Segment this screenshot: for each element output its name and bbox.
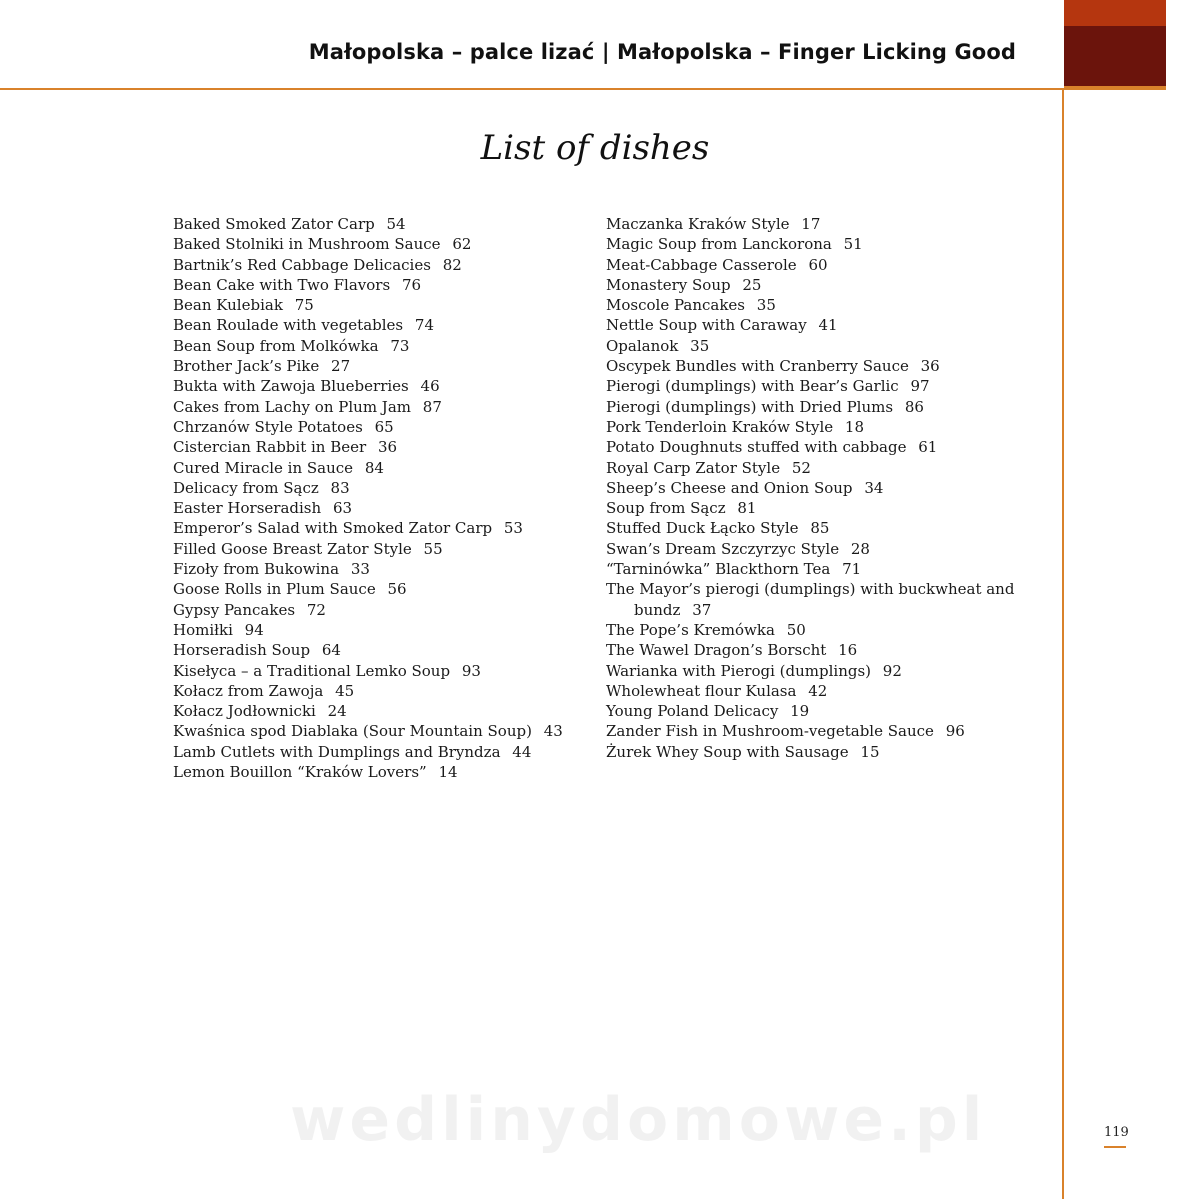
chapter-tab-accent (1064, 0, 1166, 26)
dish-entry (173, 579, 573, 599)
dish-name: Baked Stolniki in Mushroom Sauce (173, 235, 441, 254)
dish-entry (173, 295, 573, 315)
dish-page-number: 24 (327, 702, 347, 721)
dish-name: Fizoły from Bukowina (173, 560, 340, 579)
dish-page-number: 64 (321, 641, 341, 660)
dish-entry (606, 681, 1006, 701)
dish-name: Magic Soup from Lanckorona (606, 235, 832, 254)
dish-name: Nettle Soup with Caraway (606, 316, 807, 335)
dish-entry (173, 661, 573, 681)
running-header: Małopolska – palce lizać | Małopolska – Finger Licking Good (308, 40, 1016, 64)
dish-name: Opalanok (606, 336, 679, 355)
dish-page-number: 53 (503, 519, 523, 538)
dish-page-number: 87 (422, 397, 442, 416)
dish-name: Bukta with Zawoja Blueberries (173, 377, 409, 396)
dish-name: Potato Doughnuts stuffed with cabbage (606, 438, 907, 457)
dish-name: Cured Miracle in Sauce (173, 458, 354, 477)
dish-name: Sheep’s Cheese and Onion Soup (606, 478, 853, 497)
dish-entry (606, 661, 1006, 681)
dish-page-number: 85 (810, 519, 830, 538)
dish-entry (173, 701, 573, 721)
dish-entry (606, 234, 1006, 254)
dish-page-number: 83 (330, 478, 350, 497)
dish-entry (606, 742, 1006, 762)
dish-page-number: 65 (374, 417, 394, 436)
dish-entry (606, 539, 1006, 559)
page-number: 119 (1104, 1125, 1129, 1140)
dish-name: Lemon Bouillon “Kraków Lovers” (173, 763, 427, 782)
dish-page-number: 92 (882, 661, 902, 680)
dish-page-number: 37 (692, 600, 712, 619)
dish-entry (606, 336, 1006, 356)
dish-page-number: 73 (390, 336, 410, 355)
chapter-tab (1064, 26, 1166, 88)
header-rule (0, 88, 1064, 90)
dish-entry (606, 397, 1006, 417)
dish-name: Monastery Soup (606, 275, 731, 294)
dish-page-number: 45 (335, 681, 355, 700)
dish-page-number: 14 (438, 763, 458, 782)
dish-name: Oscypek Bundles with Cranberry Sauce (606, 357, 909, 376)
dish-entry (606, 356, 1006, 376)
dish-page-number: 19 (790, 702, 810, 721)
dish-page-number: 18 (844, 417, 864, 436)
dish-page-number: 86 (904, 397, 924, 416)
dish-name: Bean Soup from Molkówka (173, 336, 379, 355)
dish-page-number: 60 (808, 255, 828, 274)
dish-name: Young Poland Delicacy (606, 702, 779, 721)
dish-page-number: 34 (864, 478, 884, 497)
dish-entry (606, 255, 1006, 275)
dish-name: Maczanka Kraków Style (606, 215, 790, 233)
dish-page-number: 94 (244, 620, 264, 639)
dish-name: Kołacz Jodłownicki (173, 702, 316, 721)
dish-page-number: 33 (350, 560, 370, 579)
dish-name: Horseradish Soup (173, 641, 311, 660)
dish-name: Bean Kulebiak (173, 296, 283, 315)
dish-page-number: 41 (818, 316, 838, 335)
dish-name: Soup from Sącz (606, 499, 726, 518)
dish-entry (173, 437, 573, 457)
dish-entry (606, 417, 1006, 437)
dish-name: Bartnik’s Red Cabbage Delicacies (173, 255, 431, 274)
dish-entry (173, 539, 573, 559)
dish-entry (606, 640, 1006, 660)
dish-list-left (173, 214, 573, 782)
dish-entry (606, 518, 1006, 538)
dish-page-number: 82 (442, 255, 462, 274)
dish-entry (606, 295, 1006, 315)
watermark: wedlinydomowe.pl (290, 1085, 987, 1155)
dish-entry (173, 376, 573, 396)
dish-entry (173, 275, 573, 295)
dish-entry (606, 478, 1006, 498)
dish-name: The Mayor’s pierogi (dumplings) with buckwheat and bundz (606, 580, 1015, 619)
dish-page-number: 36 (920, 357, 940, 376)
dish-name: Pierogi (dumplings) with Bear’s Garlic (606, 377, 899, 396)
dish-name: Żurek Whey Soup with Sausage (606, 742, 849, 761)
dish-page-number: 62 (452, 235, 472, 254)
dish-name: Kisełyca – a Traditional Lemko Soup (173, 661, 451, 680)
dish-entry (606, 721, 1006, 741)
page-number-rule (1104, 1146, 1126, 1148)
dish-entry (606, 579, 1024, 620)
dish-page-number: 97 (910, 377, 930, 396)
dish-entry (606, 701, 1006, 721)
dish-list-right (606, 214, 1015, 762)
dish-name: Zander Fish in Mushroom-vegetable Sauce (606, 722, 934, 741)
dish-name: Delicacy from Sącz (173, 478, 319, 497)
page-title: List of dishes (480, 128, 710, 168)
dish-entry (173, 498, 573, 518)
dish-name: Baked Smoked Zator Carp (173, 215, 375, 233)
dish-page-number: 74 (414, 316, 434, 335)
dish-name: Meat-Cabbage Casserole (606, 255, 797, 274)
dish-page-number: 63 (332, 499, 353, 518)
dish-name: Brother Jack’s Pike (173, 357, 320, 376)
dish-entry (173, 600, 573, 620)
dish-name: The Pope’s Kremówka (606, 620, 775, 639)
dish-entry (173, 255, 573, 275)
dish-page-number: 96 (945, 722, 965, 741)
dish-page-number: 71 (842, 560, 862, 579)
dish-name: Swan’s Dream Szczyrzyc Style (606, 539, 840, 558)
dish-page-number: 75 (294, 296, 314, 315)
dish-name: Goose Rolls in Plum Sauce (173, 580, 376, 599)
dish-entry (606, 559, 1006, 579)
dish-page-number: 42 (808, 681, 828, 700)
dish-page-number: 56 (387, 580, 407, 599)
dish-name: Bean Cake with Two Flavors (173, 275, 391, 294)
dish-page-number: 72 (306, 600, 326, 619)
dish-page-number: 36 (377, 438, 398, 457)
dish-page-number: 28 (850, 539, 870, 558)
dish-page-number: 93 (461, 661, 481, 680)
dish-entry (173, 681, 573, 701)
dish-name: Pierogi (dumplings) with Dried Plums (606, 397, 894, 416)
dish-page-number: 61 (918, 438, 938, 457)
dish-entry (173, 214, 573, 234)
dish-name: Emperor’s Salad with Smoked Zator Carp (173, 519, 493, 538)
dish-page-number: 44 (512, 742, 532, 761)
dish-name: Bean Roulade with vegetables (173, 316, 404, 335)
dish-name: Royal Carp Zator Style (606, 458, 781, 477)
dish-page-number: 15 (860, 742, 880, 761)
dish-name: Lamb Cutlets with Dumplings and Bryndza (173, 742, 501, 761)
dish-page-number: 81 (737, 499, 757, 518)
dish-name: Kwaśnica spod Diablaka (Sour Mountain Soup) (173, 722, 532, 741)
dish-entry (173, 478, 573, 498)
dish-name: Filled Goose Breast Zator Style (173, 539, 412, 558)
dish-entry (173, 315, 573, 335)
dish-page-number: 25 (742, 275, 762, 294)
dish-entry (173, 640, 573, 660)
dish-entry (173, 417, 573, 437)
dish-page-number: 16 (838, 641, 858, 660)
dish-name: Cakes from Lachy on Plum Jam (173, 397, 411, 416)
dish-name: Kołacz from Zawoja (173, 681, 324, 700)
dish-entry (173, 234, 573, 254)
dish-page-number: 17 (801, 215, 821, 233)
dish-entry (606, 620, 1006, 640)
dish-name: Stuffed Duck Łącko Style (606, 519, 799, 538)
dish-entry (606, 498, 1006, 518)
dish-entry (173, 458, 573, 478)
dish-name: Moscole Pancakes (606, 296, 745, 315)
dish-page-number: 84 (364, 458, 384, 477)
dish-page-number: 35 (756, 296, 776, 315)
dish-page-number: 43 (543, 722, 563, 741)
dish-entry (606, 458, 1006, 478)
dish-name: Chrzanów Style Potatoes (173, 417, 363, 436)
dish-entry (606, 376, 1006, 396)
dish-page-number: 55 (423, 539, 443, 558)
dish-entry (606, 437, 1006, 457)
dish-name: Homiłki (173, 620, 233, 639)
dish-name: Cistercian Rabbit in Beer (173, 438, 367, 457)
dish-name: Warianka with Pierogi (dumplings) (606, 661, 872, 680)
dish-entry (606, 214, 1006, 234)
dish-page-number: 46 (420, 377, 440, 396)
dish-entry (173, 397, 573, 417)
dish-page-number: 50 (786, 620, 806, 639)
dish-entry (173, 721, 573, 741)
dish-name: Easter Horseradish (173, 499, 322, 518)
dish-entry (606, 275, 1006, 295)
dish-entry (173, 336, 573, 356)
dish-name: Wholewheat flour Kulasa (606, 681, 797, 700)
dish-entry (606, 315, 1006, 335)
dish-entry (173, 742, 573, 762)
dish-name: Gypsy Pancakes (173, 600, 296, 619)
dish-entry (173, 356, 573, 376)
dish-name: “Tarninówka” Blackthorn Tea (606, 560, 831, 579)
margin-rule (1062, 88, 1064, 1199)
dish-name: Pork Tenderloin Kraków Style (606, 417, 834, 436)
dish-page-number: 54 (386, 215, 406, 233)
dish-name: The Wawel Dragon’s Borscht (606, 641, 827, 660)
chapter-tab-underline (1064, 86, 1166, 90)
dish-page-number: 51 (843, 235, 863, 254)
dish-entry (173, 762, 573, 782)
dish-page-number: 76 (401, 275, 422, 294)
dish-page-number: 35 (690, 336, 710, 355)
dish-entry (173, 620, 573, 640)
dish-page-number: 52 (791, 458, 811, 477)
dish-entry (173, 518, 573, 538)
dish-page-number: 27 (331, 357, 351, 376)
dish-entry (173, 559, 573, 579)
